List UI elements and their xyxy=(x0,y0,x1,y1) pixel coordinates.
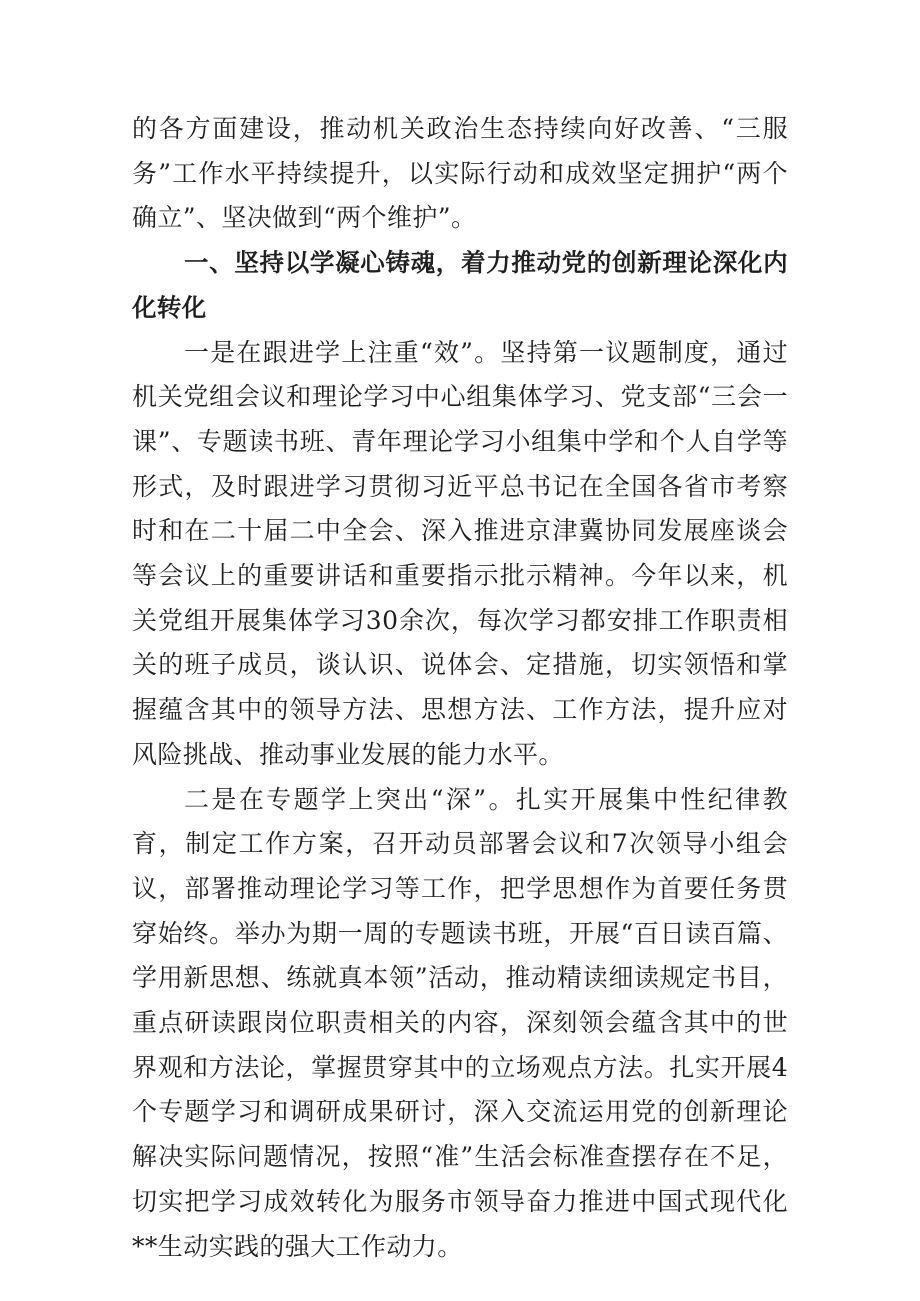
body-paragraph-thematic-study: 二是在专题学上突出“深”。扎实开展集中性纪律教育，制定工作方案，召开动员部署会议和7次领导小组会议，部署推动理论学习等工作，把学思想作为首要任务贯穿始终。举办为期一周的专题读书班，开展“百日读百篇、学用新思想、练就真本领”活动，推动精读细读规定书目，重点研读跟岗位职责相关的内容，深刻领会蕴含其中的世界观和方法论，掌握贯穿其中的立场观点方法。扎实开展4个专题学习和调研成果研讨，深入交流运用党的创新理论解决实际问题情况，按照“准”生活会标准查摆存在不足，切实把学习成效转化为服务市领导奋力推进中国式现代化**生动实践的强大工作动力。 xyxy=(132,784,788,1261)
body-paragraph-follow-up-study: 一是在跟进学上注重“效”。坚持第一议题制度，通过机关党组会议和理论学习中心组集体学习、党支部“三会一课”、专题读书班、青年理论学习小组集中学和个人自学等形式，及时跟进学习贯彻习近平总书记在全国各省市考察时和在二十届二中全会、深入推进京津冀协同发展座谈会等会议上的重要讲话和重要指示批示精神。今年以来，机关党组开展集体学习30余次，每次学习都安排工作职责相关的班子成员，谈认识、说体会、定措施，切实领悟和掌握蕴含其中的领导方法、思想方法、工作方法，提升应对风险挑战、推动事业发展的能力水平。 xyxy=(132,337,788,769)
section-heading: 一、坚持以学凝心铸魂，着力推动党的创新理论深化内化转化 xyxy=(132,248,788,322)
intro-paragraph: 的各方面建设，推动机关政治生态持续向好改善、“三服务”工作水平持续提升，以实际行动和成效坚定拥护“两个确立”、坚决做到“两个维护”。 xyxy=(132,114,788,233)
document-body xyxy=(132,107,788,1269)
